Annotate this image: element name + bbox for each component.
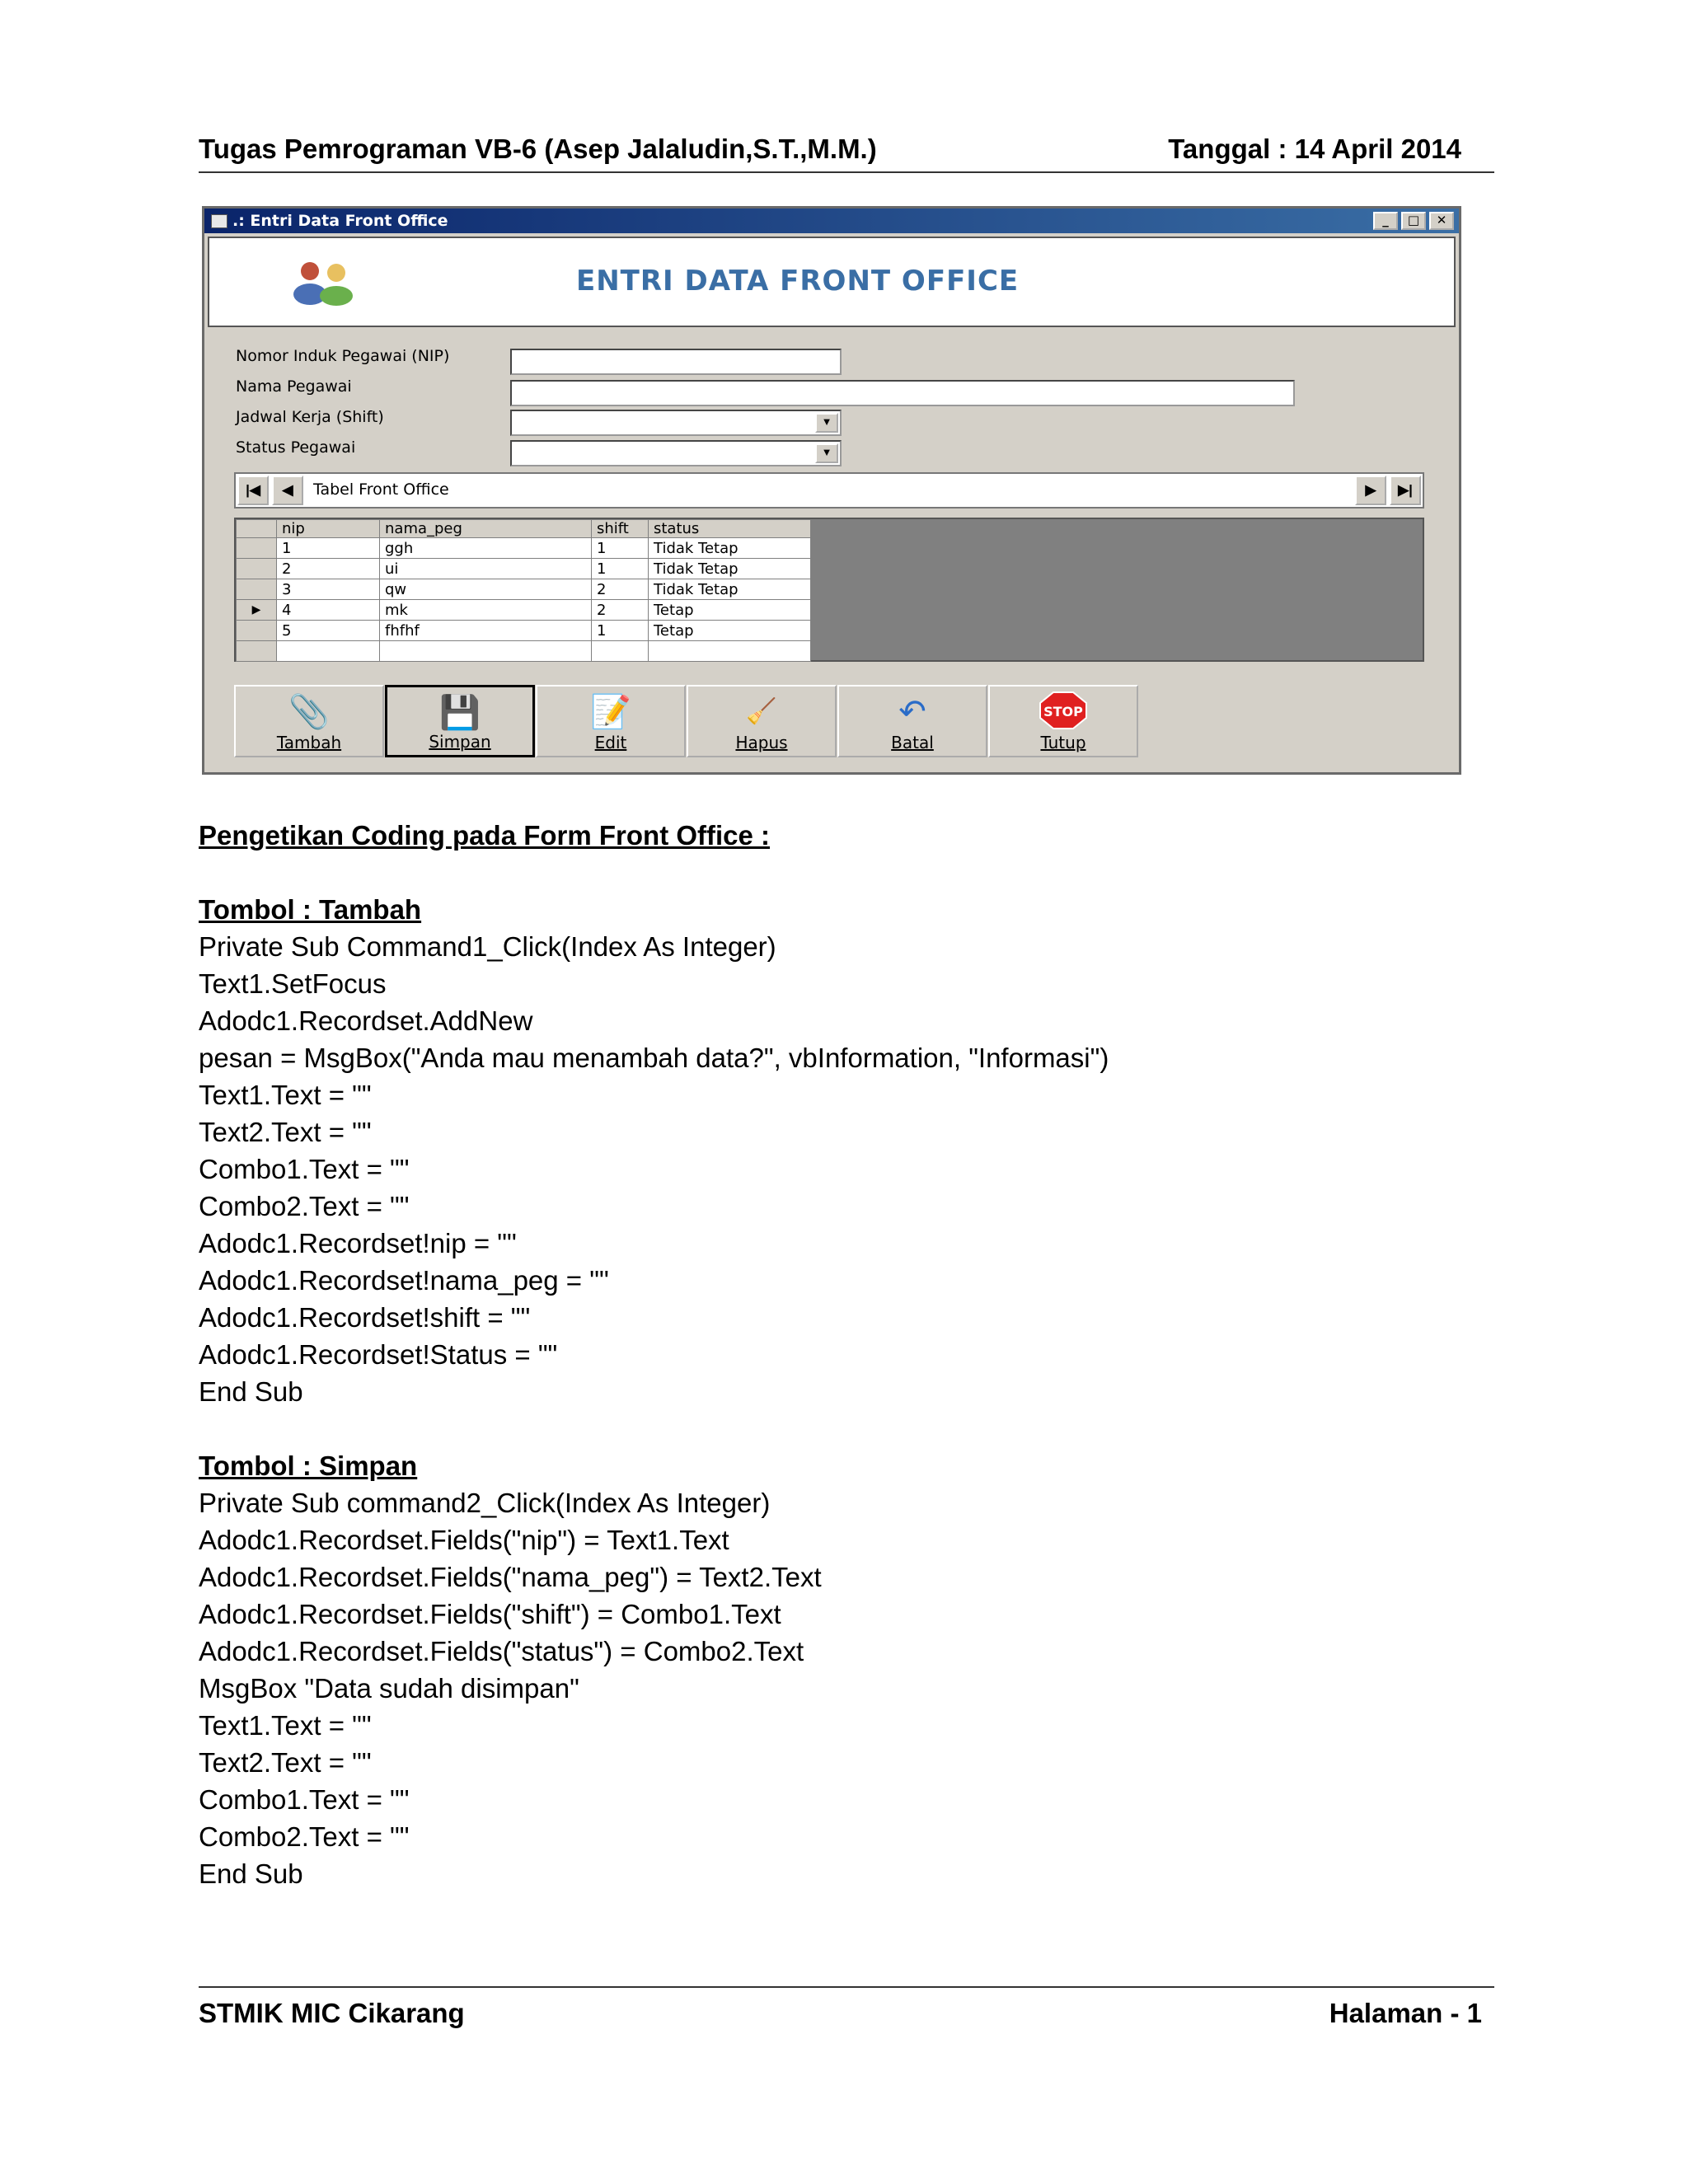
code-line: Adodc1.Recordset!nip = "" — [199, 1228, 517, 1258]
grid-cell[interactable]: 1 — [592, 621, 649, 641]
tambah-heading: Tombol : Tambah — [199, 894, 422, 925]
code-line: Adodc1.Recordset.Fields("nama_peg") = Text2.Text — [199, 1562, 822, 1592]
code-line: End Sub — [199, 1858, 303, 1889]
grid-cell[interactable]: 1 — [592, 559, 649, 579]
grid-cell[interactable]: qw — [380, 579, 592, 600]
next-record-icon[interactable]: ▶ — [1355, 476, 1386, 505]
code-line: Private Sub command2_Click(Index As Integer) — [199, 1488, 771, 1518]
nama-input[interactable] — [510, 380, 1295, 406]
code-line: Text1.SetFocus — [199, 968, 387, 999]
grid-cell[interactable]: ggh — [380, 538, 592, 559]
floppy-disk-icon: 💾 — [439, 695, 481, 731]
row-selector[interactable] — [237, 621, 277, 641]
grid-cell[interactable]: 2 — [277, 559, 380, 579]
row-pointer-icon[interactable]: ▶ — [237, 600, 277, 621]
nama-label: Nama Pegawai — [236, 377, 352, 396]
tambah-button[interactable]: 📎 Tambah — [234, 685, 384, 757]
grid-cell[interactable]: 4 — [277, 600, 380, 621]
code-line: Text2.Text = "" — [199, 1747, 372, 1778]
row-selector[interactable] — [237, 579, 277, 600]
chevron-down-icon[interactable]: ▼ — [815, 413, 838, 433]
grid-corner — [237, 520, 277, 538]
maximize-icon[interactable]: □ — [1401, 212, 1426, 230]
table-row[interactable] — [237, 559, 811, 579]
code-line: Adodc1.Recordset!nama_peg = "" — [199, 1265, 609, 1296]
nip-input[interactable] — [510, 349, 842, 375]
edit-book-icon: 📝 — [590, 694, 631, 730]
row-selector[interactable] — [237, 538, 277, 559]
batal-button[interactable]: ↶ Batal — [837, 685, 987, 757]
grid-cell[interactable]: 2 — [592, 579, 649, 600]
grid-cell[interactable]: 1 — [277, 538, 380, 559]
edit-button[interactable]: 📝 Edit — [536, 685, 686, 757]
undo-icon: ↶ — [898, 694, 926, 730]
grid-cell[interactable]: Tetap — [649, 621, 811, 641]
grid-cell[interactable] — [592, 641, 649, 662]
paperclip-icon: 📎 — [288, 694, 330, 730]
grid-cell[interactable]: mk — [380, 600, 592, 621]
page-header — [199, 134, 1494, 173]
footer-page-number: Halaman - 1 — [1329, 1998, 1482, 2028]
grid-col-header[interactable]: nip — [277, 520, 380, 538]
shift-label: Jadwal Kerja (Shift) — [236, 408, 384, 426]
grid-col-header[interactable]: nama_peg — [380, 520, 592, 538]
grid-cell[interactable]: 3 — [277, 579, 380, 600]
first-record-icon[interactable]: |◀ — [237, 476, 269, 505]
code-line: Combo1.Text = "" — [199, 1784, 410, 1815]
eraser-icon: 🧹 — [746, 698, 777, 725]
code-line: Private Sub Command1_Click(Index As Integer) — [199, 931, 776, 962]
grid-cell[interactable] — [649, 641, 811, 662]
code-line: Adodc1.Recordset.Fields("shift") = Combo1.Text — [199, 1599, 781, 1629]
code-line: Combo2.Text = "" — [199, 1191, 410, 1221]
grid-cell[interactable]: 2 — [592, 600, 649, 621]
header-title: Tugas Pemrograman VB-6 (Asep Jalaludin,S.T.,M.M.) — [199, 134, 877, 164]
tutup-button[interactable]: STOP Tutup — [988, 685, 1138, 757]
grid-col-header[interactable]: status — [649, 520, 811, 538]
adodc-navigator — [234, 472, 1424, 509]
code-line: Text1.Text = "" — [199, 1080, 372, 1110]
svg-text:STOP: STOP — [1043, 704, 1083, 719]
grid-cell[interactable]: 1 — [592, 538, 649, 559]
code-line: End Sub — [199, 1376, 303, 1407]
form-banner — [208, 237, 1456, 327]
simpan-button[interactable]: 💾 Simpan — [385, 685, 535, 757]
code-line: Adodc1.Recordset.AddNew — [199, 1005, 533, 1036]
grid-cell[interactable]: fhfhf — [380, 621, 592, 641]
window-title: .: Entri Data Front Office — [232, 212, 448, 230]
code-line: Combo2.Text = "" — [199, 1821, 410, 1852]
banner-title: ENTRI DATA FRONT OFFICE — [576, 265, 1020, 298]
table-row[interactable] — [237, 600, 811, 621]
chevron-down-icon[interactable]: ▼ — [815, 443, 838, 463]
close-icon[interactable]: ✕ — [1429, 212, 1454, 230]
vb-form-window — [202, 206, 1461, 775]
table-row[interactable] — [237, 538, 811, 559]
shift-combo[interactable] — [510, 410, 842, 436]
grid-cell[interactable] — [380, 641, 592, 662]
page-footer — [199, 1986, 1494, 2028]
code-line: Adodc1.Recordset.Fields("nip") = Text1.Text — [199, 1525, 729, 1555]
window-titlebar — [204, 209, 1459, 233]
footer-institution: STMIK MIC Cikarang — [199, 1998, 465, 2028]
table-row[interactable] — [237, 621, 811, 641]
status-label: Status Pegawai — [236, 438, 356, 457]
users-icon — [284, 256, 366, 306]
code-line: Text1.Text = "" — [199, 1710, 372, 1741]
last-record-icon[interactable]: ▶| — [1390, 476, 1421, 505]
form-icon — [211, 214, 227, 228]
grid-cell[interactable]: Tidak Tetap — [649, 559, 811, 579]
hapus-button[interactable]: 🧹 Hapus — [687, 685, 837, 757]
grid-cell[interactable]: Tetap — [649, 600, 811, 621]
code-line: Text2.Text = "" — [199, 1117, 372, 1147]
code-line: Adodc1.Recordset!shift = "" — [199, 1302, 531, 1333]
section-title: Pengetikan Coding pada Form Front Office : — [199, 820, 771, 851]
grid-cell[interactable]: 5 — [277, 621, 380, 641]
code-line: Adodc1.Recordset!Status = "" — [199, 1339, 558, 1370]
status-combo[interactable] — [510, 440, 842, 466]
grid-cell[interactable] — [237, 641, 277, 662]
stop-sign-icon — [1039, 691, 1088, 733]
simpan-heading: Tombol : Simpan — [199, 1451, 418, 1481]
grid-col-header[interactable]: shift — [592, 520, 649, 538]
nip-label: Nomor Induk Pegawai (NIP) — [236, 347, 450, 365]
grid-cell[interactable]: Tidak Tetap — [649, 579, 811, 600]
grid-cell[interactable]: Tidak Tetap — [649, 538, 811, 559]
code-line: Adodc1.Recordset.Fields("status") = Combo2.Text — [199, 1636, 804, 1666]
datagrid-table — [236, 519, 811, 662]
code-line: pesan = MsgBox("Anda mau menambah data?", vbInformation, "Informasi") — [199, 1043, 1109, 1073]
table-row-new[interactable] — [237, 641, 811, 662]
header-date: Tanggal : 14 April 2014 — [1168, 134, 1461, 164]
grid-cell[interactable] — [277, 641, 380, 662]
table-row[interactable] — [237, 579, 811, 600]
grid-cell[interactable]: ui — [380, 559, 592, 579]
code-line: Combo1.Text = "" — [199, 1154, 410, 1184]
datagrid — [234, 518, 1424, 662]
row-selector[interactable] — [237, 559, 277, 579]
prev-record-icon[interactable]: ◀ — [272, 476, 303, 505]
adodc-caption: Tabel Front Office — [313, 480, 449, 499]
minimize-icon[interactable]: _ — [1373, 212, 1398, 230]
code-line: MsgBox "Data sudah disimpan" — [199, 1673, 579, 1704]
